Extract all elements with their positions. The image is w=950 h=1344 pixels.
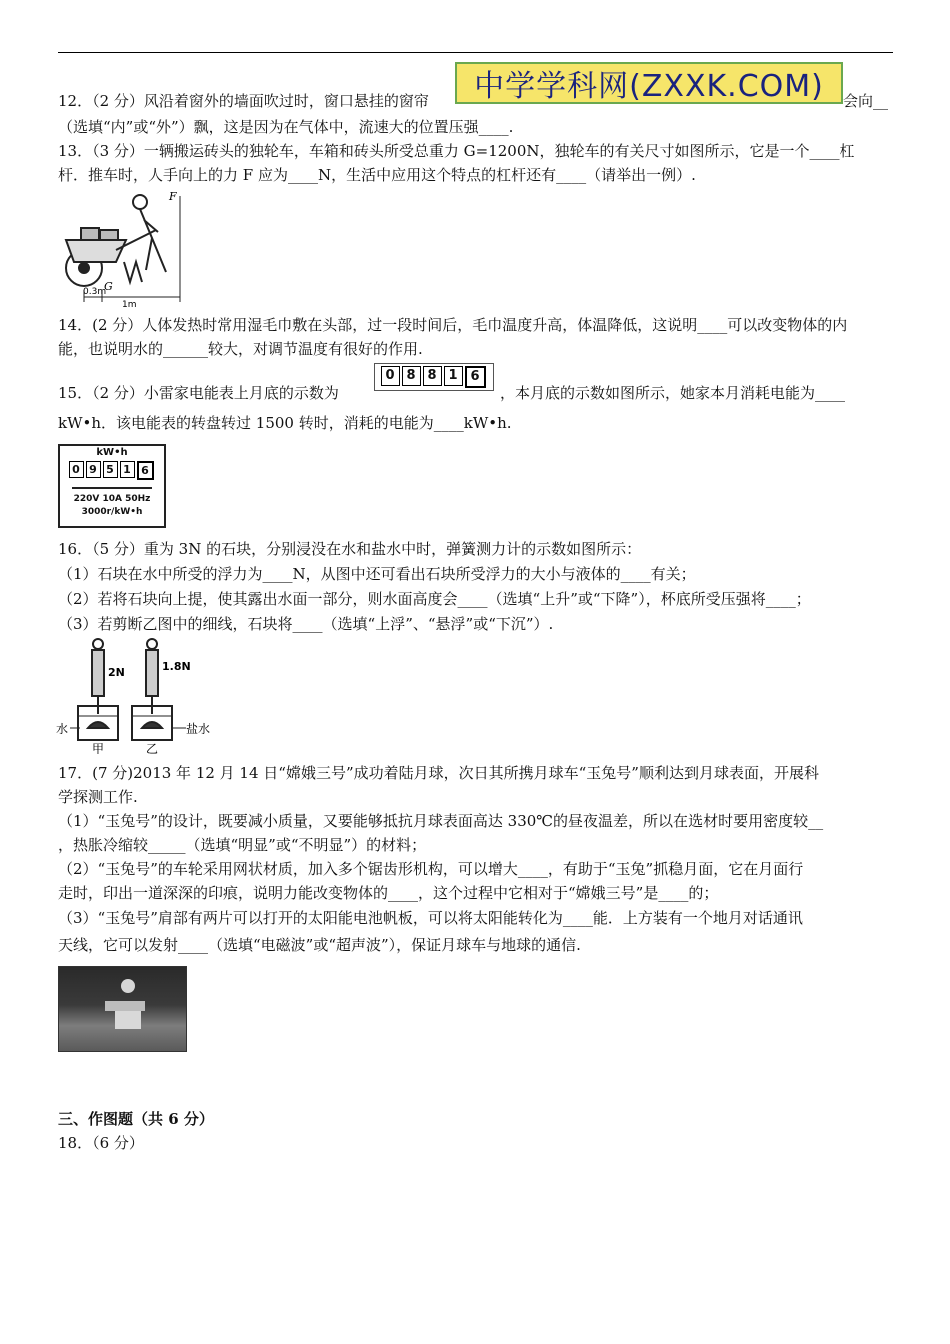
q12-line2: （选填“内”或“外”）飘，这是因为在气体中，流速大的位置压强____.	[58, 118, 514, 136]
q15-line2: kW•h．该电能表的转盘转过 1500 转时，消耗的电能为____kW•h.	[58, 414, 512, 432]
spring-balance-figure	[56, 636, 216, 754]
digit: 1	[444, 366, 463, 386]
liquid-right-label: 盐水	[186, 722, 211, 736]
q17-sub3-line2: 天线，它可以发射____（选填“电磁波”或“超声波”），保证月球车与地球的通信.	[58, 936, 581, 954]
reading-left: 2N	[108, 666, 125, 679]
solar-panel-icon	[105, 1001, 145, 1011]
digit: 8	[402, 366, 421, 386]
q14-line2: 能，也说明水的______较大，对调节温度有很好的作用.	[58, 340, 423, 358]
q16-sub3: （3）若剪断乙图中的细线，石块将____（选填“上浮”、“悬浮”或“下沉”）.	[58, 615, 554, 633]
q17-line1: 17．(7 分)2013 年 12 月 14 日“嫦娥三号”成功着陆月球，次日其所携月球车“玉兔号”顺利达到月球表面，开展科	[58, 764, 819, 782]
gravity-g-label: G	[104, 280, 113, 293]
digit: 0	[69, 461, 84, 478]
digit: 8	[423, 366, 442, 386]
watermark-banner: 中学学科网(ZXXK.COM)	[455, 62, 843, 104]
q16-sub2: （2）若将石块向上提，使其露出水面一部分，则水面高度会____（选填“上升”或“下降”），杯底所受压强将____；	[58, 590, 811, 608]
q12-line1-right: 会向__	[843, 92, 889, 110]
q15-line1-right: ，本月底的示数如图所示，她家本月消耗电能为____	[500, 384, 846, 402]
q17-sub3-line1: （3）“玉兔号”肩部有两片可以打开的太阳能电池帆板，可以将太阳能转化为____能．上方装有一个地月对话通讯	[58, 909, 803, 927]
header-rule	[58, 52, 893, 53]
distance-label-03m: 0.3m	[83, 287, 107, 297]
earth-icon	[121, 979, 135, 993]
meter-last-month	[374, 363, 494, 391]
q17-sub1-line2: ，热胀冷缩较_____（选填“明显”或“不明显”）的材料；	[58, 836, 427, 854]
distance-label-1m: 1m	[122, 300, 137, 308]
force-f-label: F	[169, 190, 177, 203]
q16-sub1: （1）石块在水中所受的浮力为____N，从图中还可看出石块所受浮力的大小与液体的____有关；	[58, 565, 696, 583]
reading-right: 1.8N	[162, 660, 191, 673]
q15-line1-left: 15．（2 分）小雷家电能表上月底的示数为	[58, 384, 339, 402]
digit: 6	[465, 366, 486, 388]
meter-spec: 220V 10A 50Hz	[73, 494, 151, 504]
q13-line2: 杆．推车时，人手向上的力 F 应为____N，生活中应用这个特点的杠杆还有____（请举出一例）.	[58, 166, 696, 184]
q17-line2: 学探测工作.	[58, 788, 138, 806]
q17-sub1-line1: （1）“玉兔号”的设计，既要减小质量，又要能够抵抗月球表面高达 330℃的昼夜温差，所以在选材时要用密度较__	[58, 812, 824, 830]
rotor-arrow	[60, 483, 164, 493]
wheelbarrow-figure	[56, 190, 191, 308]
meter-digits-row	[60, 461, 164, 480]
q17-sub2-line1: （2）“玉兔号”的车轮采用网状材质，加入多个锯齿形机构，可以增大____，有助于“玉兔”抓稳月面，它在月面行	[58, 860, 804, 878]
q14-line1: 14．(2 分）人体发热时常用湿毛巾敷在头部，过一段时间后，毛巾温度升高，体温降低，这说明____可以改变物体的内	[58, 316, 848, 334]
q12-line1-left: 12．（2 分）风沿着窗外的墙面吹过时，窗口悬挂的窗帘	[58, 92, 429, 110]
tag-right: 乙	[146, 742, 159, 754]
tag-left: 甲	[92, 742, 105, 754]
meter-rev: 3000r/kW•h	[81, 507, 143, 517]
rover-body-icon	[115, 1011, 141, 1029]
digit: 5	[103, 461, 118, 478]
digit: 6	[137, 461, 154, 480]
meter-unit: kW•h	[96, 447, 128, 458]
digit: 1	[120, 461, 135, 478]
section-title: 三、作图题（共 6 分）	[58, 1110, 214, 1128]
digit: 9	[86, 461, 101, 478]
moon-rover-photo	[58, 966, 187, 1052]
q16-line: 16．（5 分）重为 3N 的石块，分别浸没在水和盐水中时，弹簧测力计的示数如图所示：	[58, 540, 642, 558]
digit: 0	[381, 366, 400, 386]
electric-meter-figure	[58, 444, 166, 528]
q13-line1: 13．（3 分）一辆搬运砖头的独轮车，车箱和砖头所受总重力 G=1200N，独轮车的有关尺寸如图所示，它是一个____杠	[58, 142, 855, 160]
liquid-left-label: 水	[56, 722, 69, 736]
q17-sub2-line2: 走时，印出一道深深的印痕，说明力能改变物体的____，这个过程中它相对于“嫦娥三号”是____的；	[58, 884, 719, 902]
q18-line: 18．（6 分）	[58, 1134, 144, 1152]
